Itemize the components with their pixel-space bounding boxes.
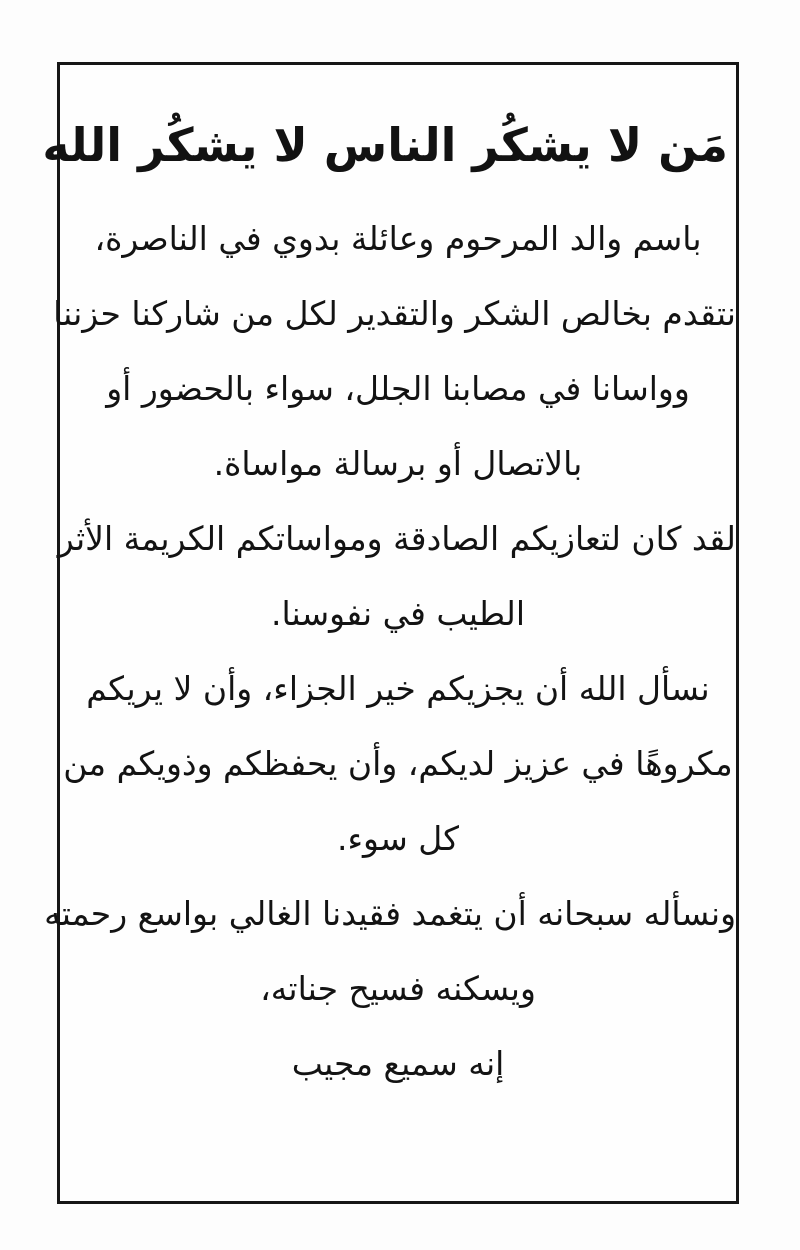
document-frame [42, 62, 739, 1204]
notice-line: باسم والد المرحوم وعائلة بدوي في الناصرة، [94, 218, 702, 258]
notice-line: نتقدم بخالص الشكر والتقدير لكل من شاركنا حزننا [53, 293, 736, 333]
notice-line: مكروهًا في عزيز لديكم، وأن يحفظكم وذويكم من [63, 743, 733, 783]
notice-line: نسأل الله أن يجزيكم خير الجزاء، وأن لا يريكم [86, 668, 710, 708]
notice-body [44, 201, 736, 1101]
notice-line: لقد كان لتعازيكم الصادقة ومواساتكم الكريمة الأثر [57, 518, 736, 558]
notice-title: مَن لا يشكُر الناس لا يشكُر الله [42, 118, 728, 172]
notice-line: كل سوء. [337, 818, 459, 858]
notice-line: بالاتصال أو برسالة مواساة. [213, 443, 583, 483]
notice-line: إنه سميع مجيب [291, 1043, 505, 1083]
notice-line: ويسكنه فسيح جناته، [260, 968, 536, 1008]
notice-line: وواسانا في مصابنا الجلل، سواء بالحضور أو [106, 368, 690, 408]
notice-line: ونسأله سبحانه أن يتغمد فقيدنا الغالي بواسع رحمته [44, 893, 736, 933]
notice-line: الطيب في نفوسنا. [271, 593, 525, 633]
